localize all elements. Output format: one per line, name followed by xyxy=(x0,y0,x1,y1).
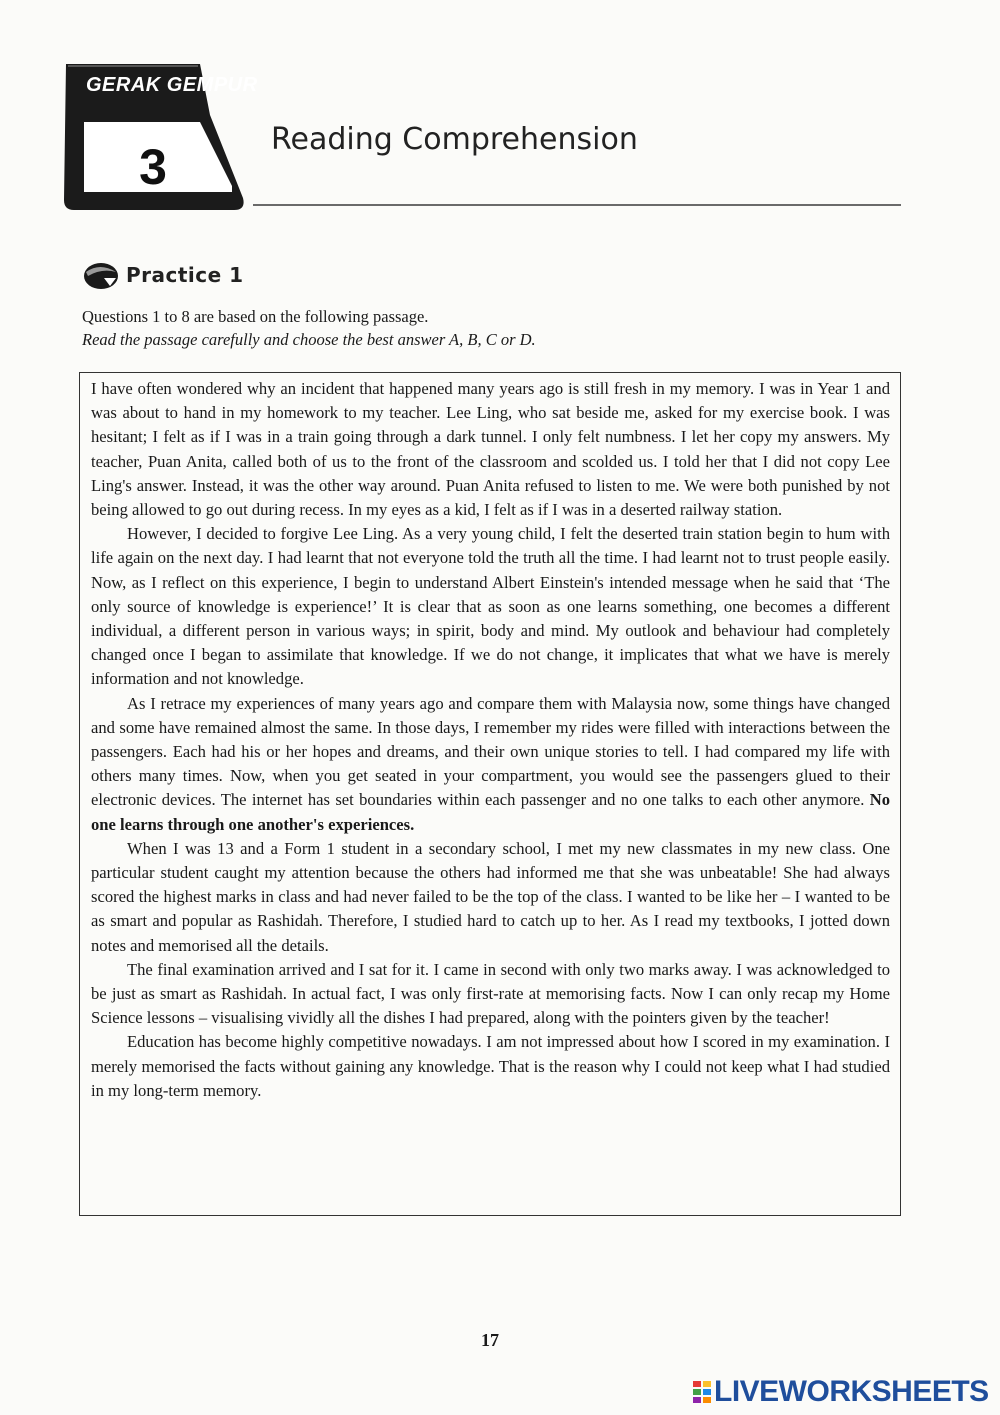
gerak-gempur-logo: GERAK GEMPUR xyxy=(86,74,258,96)
passage-paragraph-4: When I was 13 and a Form 1 student in a secondary school, I met my new classmates in my new class. One particular student caught my attention because the others had informed me that she was unbeatable! She had always scored the highest marks in class and had never failed to be the top of the class. I wanted to be like her – I wanted to be as smart and popular as Rashidah. Therefore, I studied hard to catch up to her. As I read my textbooks, I jotted down notes and memorised all the details. xyxy=(91,838,890,955)
title-divider xyxy=(253,204,901,206)
instructions xyxy=(82,305,536,351)
passage-box xyxy=(79,372,901,1216)
instruction-text-2: Read the passage carefully and choose the best answer A, B, C or D. xyxy=(82,330,536,349)
passage-paragraph-6: Education has become highly competitive nowadays. I am not impressed about how I scored in my examination. I merely memorised the facts without gaining any knowledge. That is the reason why I could not keep what I had studied in my long-term memory. xyxy=(91,1032,890,1100)
passage-paragraph-3 xyxy=(91,692,890,837)
practice-header xyxy=(82,258,244,292)
chapter-title: Reading Comprehension xyxy=(271,122,638,157)
liveworksheets-logo xyxy=(692,1375,989,1409)
liveworksheets-logo-icon xyxy=(692,1379,712,1405)
chapter-number: 3 xyxy=(139,139,167,195)
passage-paragraph-3-text: As I retrace my experiences of many years ago and compare them with Malaysia now, some things have changed and some have remained almost the same. In those days, I remember my rides were filled with interactions between the passengers. Each had his or her hopes and dreams, and their own unique stories to tell. I had compared my life with others many times. Now, when you get seated in your compartment, you would see the passengers glued to their electronic devices. The internet has set boundaries within each passenger and no one talks to each other anymore. xyxy=(91,693,890,810)
instruction-text-1: Questions 1 to 8 are based on the following passage. xyxy=(82,307,429,326)
instruction-line-2 xyxy=(82,328,536,351)
passage-paragraph-5: The final examination arrived and I sat for it. I came in second with only two marks away. I was acknowledged to be just as smart as Rashidah. In actual fact, I was only first-rate at memorising facts. Now I can only recap my Home Science lessons – visualising vividly all the dishes I had prepared, along with the pointers given by the teacher! xyxy=(91,959,890,1028)
passage-paragraph-3-bold: No one learns through one another's experiences. xyxy=(91,790,890,834)
passage-paragraph-2: However, I decided to forgive Lee Ling. As a very young child, I felt the deserted train station begin to hum with life again on the next day. I had learnt that not everyone told the truth all the time. I had learnt not to trust people easily. Now, as I reflect on this experience, I begin to understand Albert Einstein's intended message when he said that ‘The only source of knowledge is experience!’ It is clear that as soon as one learns something, one becomes a different individual, a different person in various ways; in spirit, body and mind. My outlook and behaviour had completely changed once I began to assimilate that knowledge. If we do not change, it implicates that what we have is merely information and not knowledge. xyxy=(91,524,890,689)
passage-paragraph-1: I have often wondered why an incident that happened many years ago is still fresh in my memory. I was in Year 1 and was about to hand in my homework to my teacher. Lee Ling, who sat beside me, asked for my exercise book. I was hesitant; I felt as if I was in a train going through a dark tunnel. I only felt numbness. I let her copy my answers. My teacher, Puan Anita, called both of us to the front of the classroom and scolded us. I told her that I did not copy Lee Ling's answer. Instead, it was the other way around. Puan Anita refused to listen to me. We were both punished by not being allowed to go out during recess. In my eyes as a kid, I felt as if I was in a deserted railway station. xyxy=(91,379,890,520)
practice-heading: Practice 1 xyxy=(126,263,244,287)
swoosh-arrow-icon xyxy=(82,258,120,292)
page-number: 17 xyxy=(481,1330,499,1350)
instruction-line-1 xyxy=(82,305,536,328)
liveworksheets-brand: LIVEWORKSHEETS xyxy=(714,1375,989,1408)
